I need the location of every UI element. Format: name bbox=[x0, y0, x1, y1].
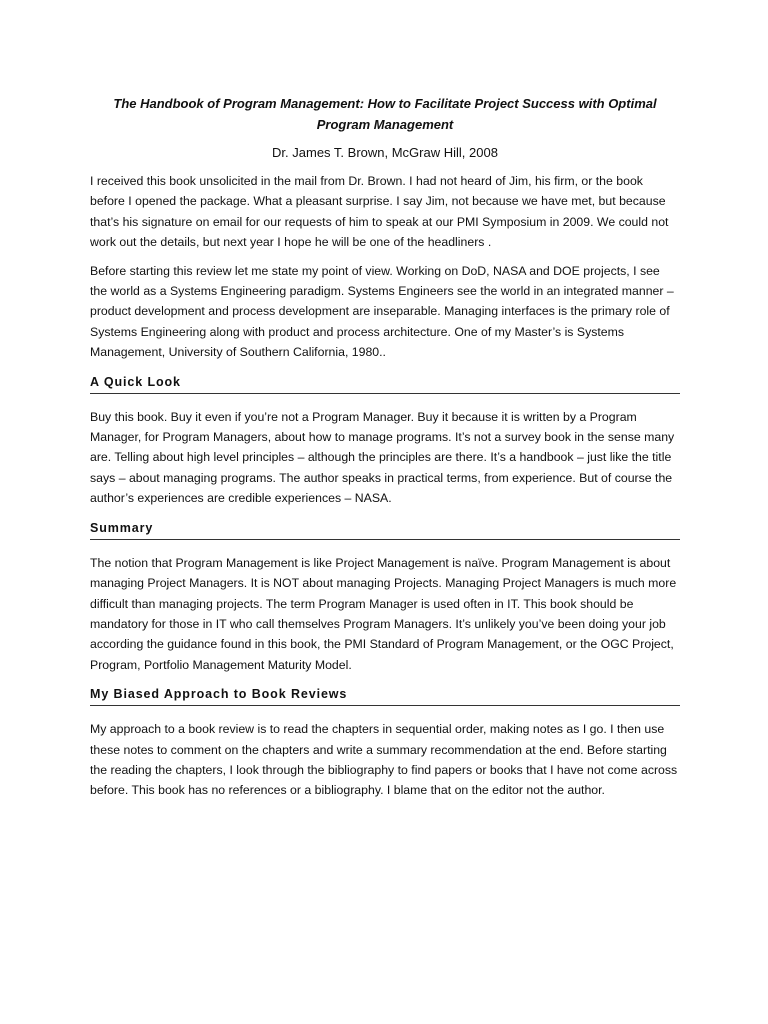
section-heading-text: My Biased Approach to Book Reviews bbox=[90, 687, 348, 702]
intro-paragraph-1: I received this book unsolicited in the mail from Dr. Brown. I had not heard of Jim, his firm, or the book before I opened the package. What a pleasant surprise. I say Jim, not because we have met, but because that’s his signature on email for our requests of him to speak at our PMI Symposium in 2009. We could not work out the details, but next year I hope he will be one of the headliners . bbox=[90, 174, 669, 250]
section-heading-biased-approach bbox=[90, 686, 680, 706]
section-heading-text: Summary bbox=[90, 520, 154, 535]
section-heading-summary bbox=[90, 520, 680, 540]
section-body-biased-approach: My approach to a book review is to read the chapters in sequential order, making notes as I go. I then use these notes to comment on the chapters and write a summary recommendation at the end. Before starting the reading the chapters, I look through the bibliography to find papers or books that I have not come across before. This book has no references or a bibliography. I blame that on the editor not the author. bbox=[90, 722, 678, 798]
section-heading-quick-look bbox=[90, 374, 680, 394]
section-body-quick-look: Buy this book. Buy it even if you’re not a Program Manager. Buy it because it is written by a Program Manager, for Program Managers, about how to manage programs. It’s not a survey book in the sense many are. Telling about high level principles – although the principles are there. It’s a handbook – just like the title says – about managing programs. The author speaks in practical terms, from experience. But of course the author’s experiences are credible experiences – NASA. bbox=[90, 409, 675, 506]
document-page bbox=[90, 93, 680, 801]
section-heading-text: A Quick Look bbox=[90, 374, 181, 389]
document-title: The Handbook of Program Management: How to Facilitate Project Success with Optimal Program Management bbox=[113, 96, 657, 132]
author-byline: Dr. James T. Brown, McGraw Hill, 2008 bbox=[272, 145, 498, 160]
intro-paragraph-2: Before starting this review let me state my point of view. Working on DoD, NASA and DOE projects, I see the world as a Systems Engineering paradigm. Systems Engineers see the world in an integrated manner – product development and process development are inseparable. Managing interfaces is the primary role of Systems Engineering along with product and process architecture. One of my Master’s is Systems Management, University of Southern California, 1980.. bbox=[90, 263, 674, 360]
section-body-summary: The notion that Program Management is like Project Management is naïve. Program Management is about managing Project Managers. It is NOT about managing Projects. Managing Project Managers is much more difficult than managing projects. The term Program Manager is used often in IT. This book should be mandatory for those in IT who call themselves Program Managers. It’s unlikely you’ve been doing your job according the guidance found in this book, the PMI Standard of Program Management, or the OGC Project, Program, Portfolio Management Maturity Model. bbox=[90, 555, 677, 672]
